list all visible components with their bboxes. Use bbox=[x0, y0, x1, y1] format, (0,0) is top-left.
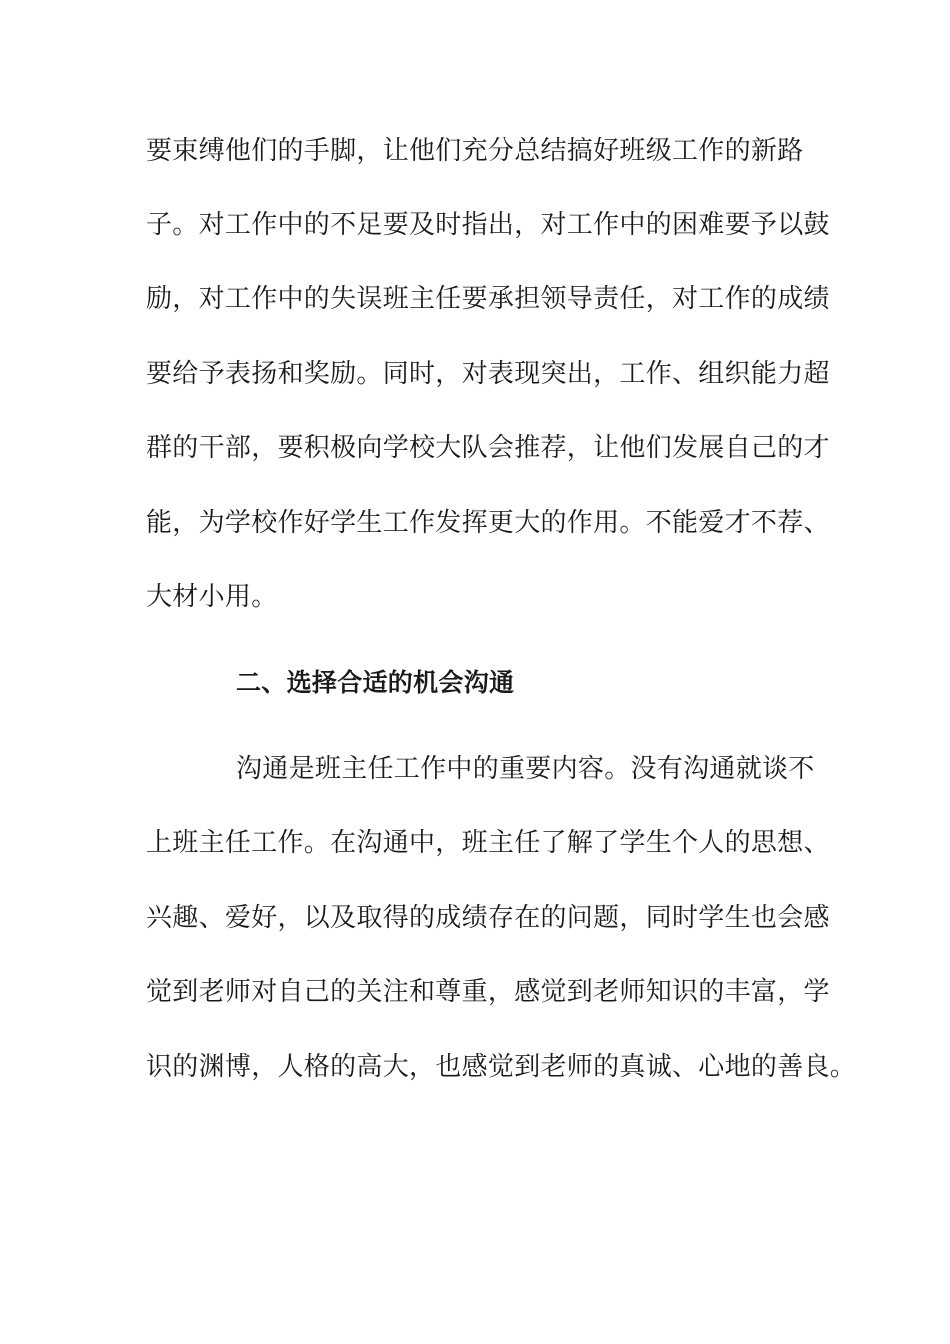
paragraph-line: 沟通是班主任工作中的重要内容。没有沟通就谈不 bbox=[236, 754, 815, 784]
paragraph-line: 子。对工作中的不足要及时指出，对工作中的困难要予以鼓 bbox=[146, 210, 830, 240]
paragraph-line: 兴趣、爱好，以及取得的成绩存在的问题，同时学生也会感 bbox=[146, 903, 830, 933]
paragraph-line: 要给予表扬和奖励。同时，对表现突出，工作、组织能力超 bbox=[146, 359, 830, 389]
paragraph-line: 上班主任工作。在沟通中，班主任了解了学生个人的思想、 bbox=[146, 828, 830, 858]
paragraph-line: 群的干部，要积极向学校大队会推荐，让他们发展自己的才 bbox=[146, 433, 830, 463]
paragraph-line: 识的渊博，人格的高大，也感觉到老师的真诚、心地的善良。 bbox=[146, 1052, 857, 1082]
paragraph-line: 觉到老师对自己的关注和尊重，感觉到老师知识的丰富，学 bbox=[146, 977, 830, 1007]
paragraph-line: 能，为学校作好学生工作发挥更大的作用。不能爱才不荐、 bbox=[146, 508, 830, 538]
section-heading: 二、选择合适的机会沟通 bbox=[236, 668, 515, 697]
paragraph-line: 励，对工作中的失误班主任要承担领导责任，对工作的成绩 bbox=[146, 284, 830, 314]
paragraph-line: 大材小用。 bbox=[146, 582, 278, 612]
paragraph-line: 要束缚他们的手脚，让他们充分总结搞好班级工作的新路 bbox=[146, 136, 804, 166]
